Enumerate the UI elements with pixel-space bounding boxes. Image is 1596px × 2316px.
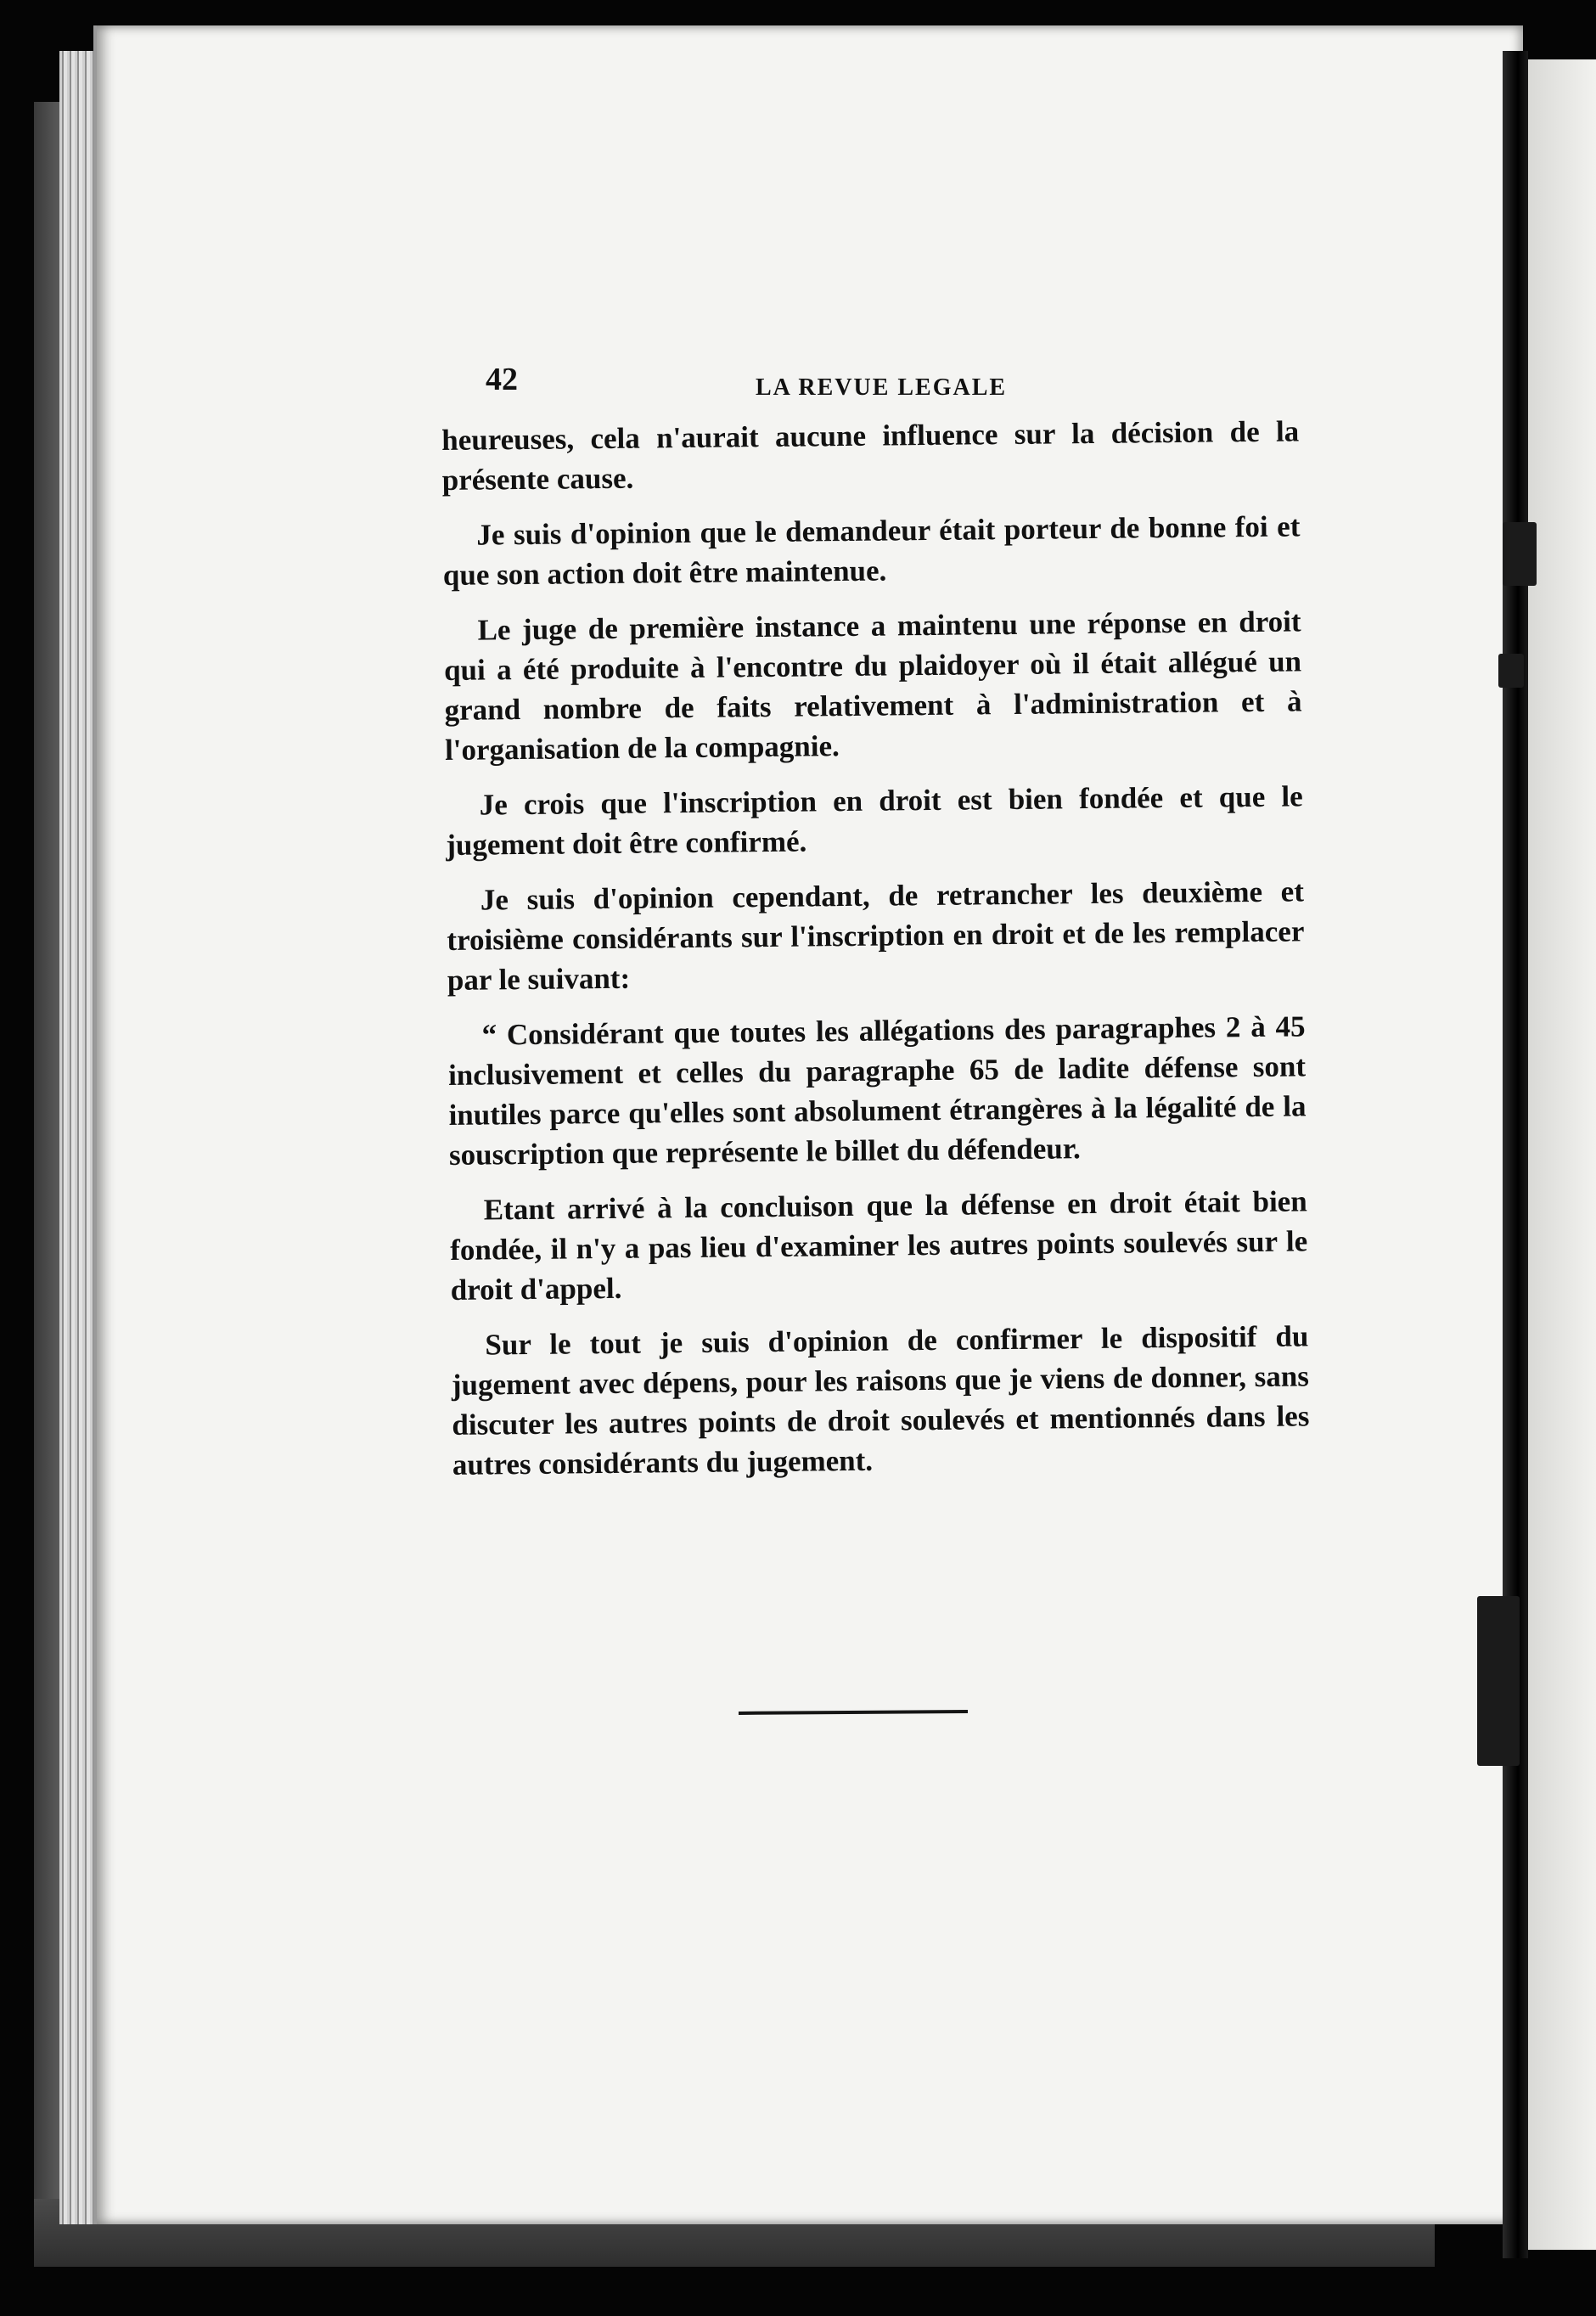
quoted-paragraph: “ Considérant que toutes les allégations des paragraphes 2 à 45 inclusivement et celles du paragraphe 65 de ladite défense sont inutiles parce qu'elles sont absolument étrangères à la légalité de la souscription que représente le billet du défendeur. [447,1009,1307,1172]
page-number: 42 [486,362,518,397]
binding-tape [1477,1596,1520,1766]
binding-tape [1498,654,1524,688]
paragraph: Je suis d'opinion que le demandeur était porteur de bonne foi et que son action doit être maintenue. [442,509,1301,592]
paragraph: Je suis d'opinion cependant, de retrancher les deuxième et troisième considérants sur l'inscription en droit et de les remplacer par le suivant: [447,874,1305,997]
paragraph: Je crois que l'inscription en droit est bien fondée et que le jugement doit être confirmé. [446,779,1303,862]
paragraph: heureuses, cela n'aurait aucune influence sur la décision de la présente cause. [441,414,1300,497]
paragraph: Etant arrivé à la concluison que la défense en droit était bien fondée, il n'y a pas lieu d'examiner les autres points soulevés sur le droit d'appel. [450,1184,1308,1307]
paragraph: Sur le tout je suis d'opinion de confirmer le dispositif du jugement avec dépens, pour les raisons que je viens de donner, sans discuter les autres points de droit soulevés et mentionnés dans les autres considérants du jugement. [451,1319,1310,1481]
book-gutter [1503,51,1528,2258]
body-text [441,411,1310,1485]
journal-title: LA REVUE LEGALE [756,374,1008,401]
page-content [441,361,1310,1500]
paragraph: Le juge de première instance a maintenu une réponse en droit qui a été produite à l'encontre du plaidoyer où il était allégué un grand nombre de faits relativement à l'administration et à l'organisation de la compagnie. [443,604,1302,767]
binding-tape [1503,522,1537,586]
facing-page-edge [1528,59,1596,2250]
running-head [441,361,1299,420]
